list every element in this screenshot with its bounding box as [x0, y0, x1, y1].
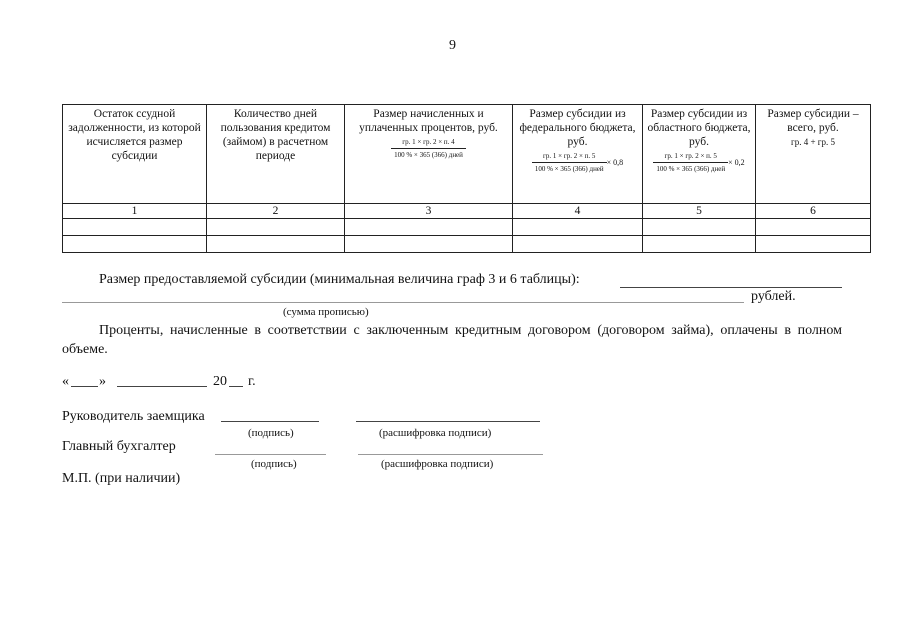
formula-multiplier: × 0,8 — [606, 158, 624, 167]
table-cell[interactable] — [756, 236, 871, 253]
table-header-row — [63, 105, 871, 204]
table-cell[interactable] — [63, 236, 207, 253]
table-cell[interactable] — [207, 219, 345, 236]
fraction-numerator: гр. 1 × гр. 2 × п. 5 — [543, 152, 596, 160]
fraction — [532, 152, 607, 174]
header-text: Размер начисленных и уплаченных процентов, руб. — [359, 108, 498, 134]
table-cell[interactable] — [513, 236, 643, 253]
header-cell-federal-subsidy — [513, 105, 643, 204]
date-year-field[interactable] — [229, 386, 243, 387]
column-number: 3 — [345, 204, 513, 219]
signature-decoding-caption: (расшифровка подписи) — [381, 458, 494, 470]
column-number: 2 — [207, 204, 345, 219]
table-cell[interactable] — [756, 219, 871, 236]
column-number: 4 — [513, 204, 643, 219]
fraction — [391, 138, 466, 160]
page-number: 9 — [449, 38, 456, 53]
table-cell[interactable] — [207, 236, 345, 253]
table-cell[interactable] — [513, 219, 643, 236]
stamp-label: М.П. (при наличии) — [62, 471, 181, 486]
table-cell[interactable] — [63, 219, 207, 236]
table-cell[interactable] — [643, 219, 756, 236]
accountant-signature-field[interactable] — [215, 454, 326, 455]
table-row — [63, 219, 871, 236]
date-year-suffix: г. — [248, 374, 256, 389]
formula-col6: гр. 4 + гр. 5 — [791, 137, 835, 147]
accountant-signature-decoding-field[interactable] — [358, 454, 543, 455]
formula-col4 — [513, 152, 642, 174]
date-day-field[interactable] — [71, 386, 98, 387]
header-cell-regional-subsidy — [643, 105, 756, 204]
table-cell[interactable] — [345, 236, 513, 253]
header-cell-total-subsidy — [756, 105, 871, 204]
accountant-label: Главный бухгалтер — [62, 439, 176, 454]
header-cell-days — [207, 105, 345, 204]
date-close-quote: » — [99, 374, 106, 389]
header-text: Остаток ссудной задолженности, из которой исчисляется размер субсидии — [68, 108, 201, 162]
date-year-prefix: 20 — [213, 374, 227, 389]
header-text: Размер субсидии из федерального бюджета, руб. — [519, 108, 636, 148]
date-open-quote: « — [62, 374, 69, 389]
fraction-numerator: гр. 1 × гр. 2 × п. 5 — [664, 152, 717, 160]
currency-label: рублей. — [751, 289, 796, 304]
subsidy-calculation-table — [62, 104, 871, 253]
column-number: 1 — [63, 204, 207, 219]
subsidy-amount-label: Размер предоставляемой субсидии (минимальная величина граф 3 и 6 таблицы): — [99, 272, 580, 287]
signature-caption: (подпись) — [248, 427, 294, 439]
table-cell[interactable] — [643, 236, 756, 253]
fraction-denominator: 100 % × 365 (366) дней — [391, 148, 466, 160]
head-label: Руководитель заемщика — [62, 409, 205, 424]
table-cell[interactable] — [345, 219, 513, 236]
formula-col3 — [345, 138, 512, 160]
signature-caption: (подпись) — [251, 458, 297, 470]
head-signature-decoding-field[interactable] — [356, 421, 540, 422]
subsidy-amount-words-line[interactable] — [62, 302, 744, 303]
amount-in-words-caption: (сумма прописью) — [283, 306, 369, 318]
header-cell-loan-balance — [63, 105, 207, 204]
header-text: Размер субсидии – всего, руб. — [767, 108, 859, 134]
fraction-denominator: 100 % × 365 (366) дней — [532, 162, 607, 174]
fraction-denominator: 100 % × 365 (366) дней — [653, 162, 728, 174]
payment-statement: Проценты, начисленные в соответствии с заключенным кредитным договором (договором займа), оплачены в полном объеме. — [62, 323, 842, 357]
column-number-row — [63, 204, 871, 219]
fraction — [653, 152, 728, 174]
date-month-field[interactable] — [117, 386, 207, 387]
column-number: 5 — [643, 204, 756, 219]
fraction-numerator: гр. 1 × гр. 2 × п. 4 — [402, 138, 455, 146]
head-signature-field[interactable] — [221, 421, 319, 422]
signature-decoding-caption: (расшифровка подписи) — [379, 427, 492, 439]
formula-multiplier: × 0,2 — [728, 158, 745, 167]
subsidy-amount-input-line[interactable] — [620, 287, 842, 288]
formula-col5 — [643, 152, 755, 174]
column-number: 6 — [756, 204, 871, 219]
header-cell-interest — [345, 105, 513, 204]
header-text: Количество дней пользования кредитом (займом) в расчетном периоде — [220, 108, 331, 162]
table-row — [63, 236, 871, 253]
header-text: Размер субсидии из областного бюджета, руб. — [647, 108, 751, 148]
